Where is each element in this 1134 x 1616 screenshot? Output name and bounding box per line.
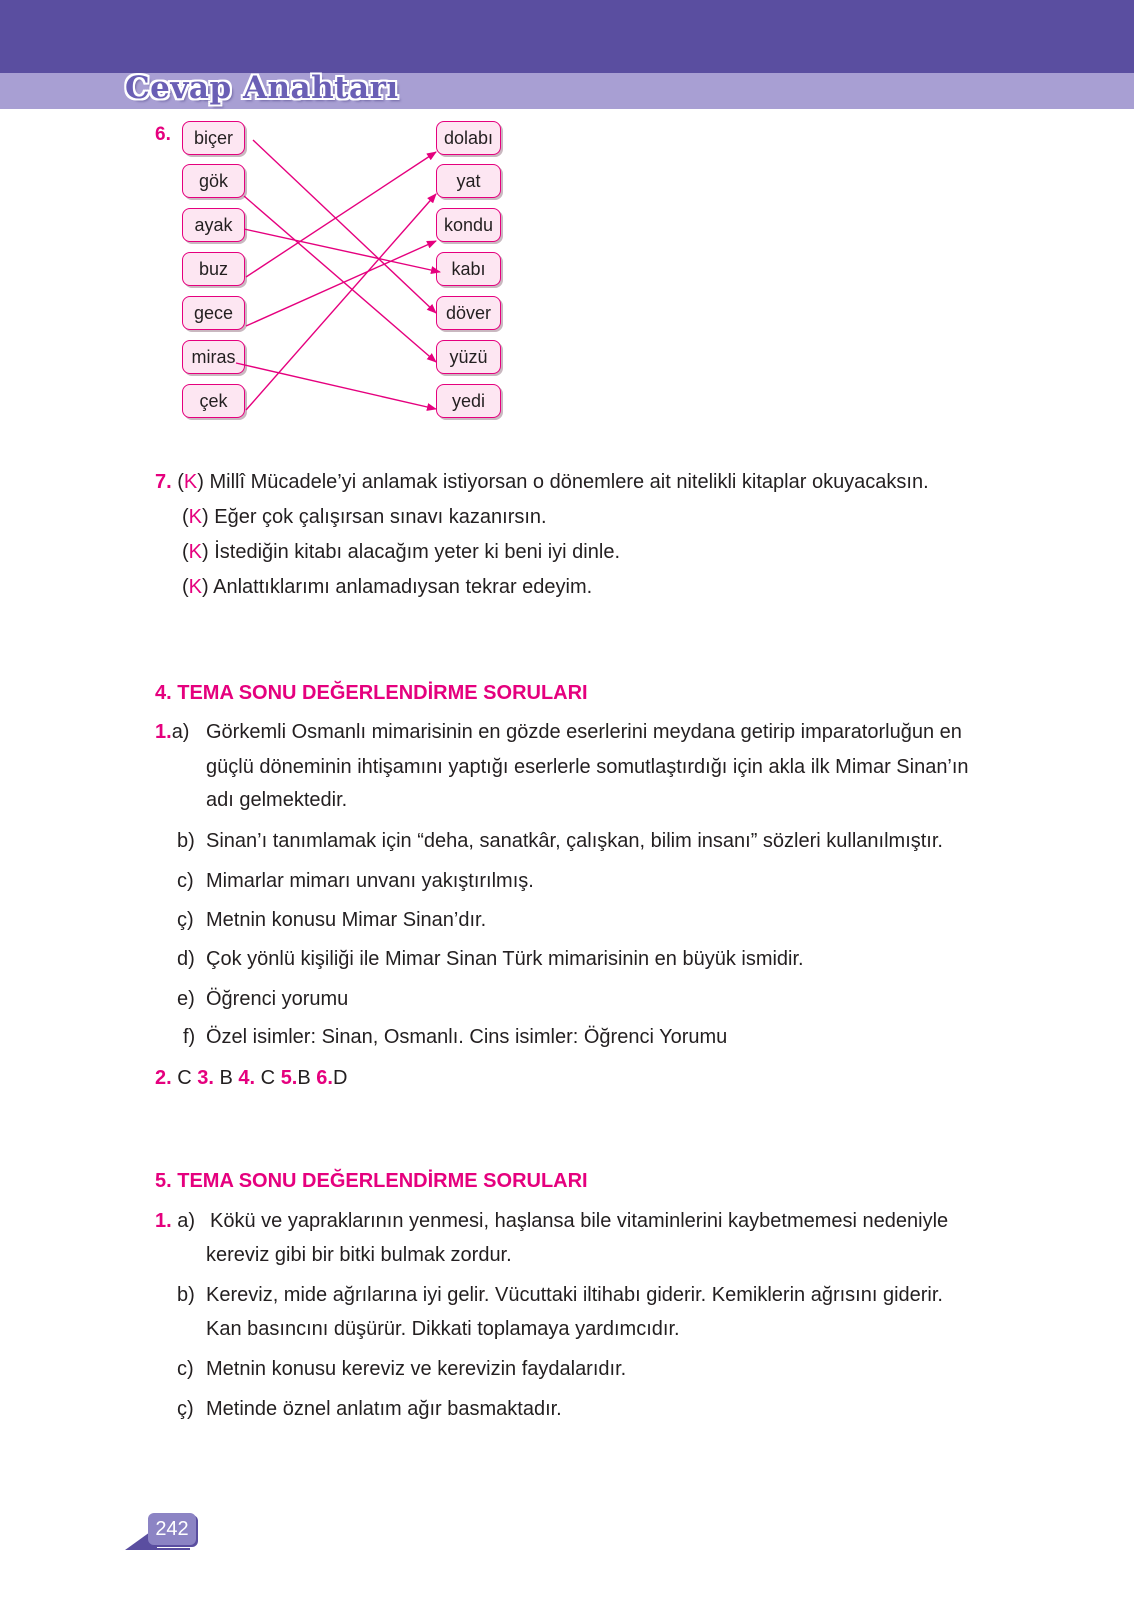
arrow-bicer-dover bbox=[253, 140, 436, 313]
s4-q1-number: 1. bbox=[155, 721, 172, 743]
s5-c-label: c) bbox=[177, 1358, 194, 1380]
q6-left-word: miras bbox=[182, 340, 245, 374]
s4-d-text: Çok yönlü kişiliği ile Mimar Sinan Türk mimarisinin en büyük ismidir. bbox=[206, 948, 804, 970]
s5-a-label: a) bbox=[177, 1210, 196, 1232]
q7-mark: K bbox=[188, 541, 203, 563]
s4-c-text: Mimarlar mimarı unvanı yakıştırılmış. bbox=[206, 870, 534, 892]
q7-text: İstediğin kitabı alacağım yeter ki beni iyi dinle. bbox=[214, 541, 620, 563]
s4-e-label: e) bbox=[177, 988, 195, 1010]
s4-q1a-line1 bbox=[155, 720, 189, 744]
s4-f-label: f) bbox=[183, 1026, 196, 1048]
q7-number: 7. bbox=[155, 471, 172, 493]
answer-value: B bbox=[297, 1067, 311, 1089]
s4-a-text-line1: Görkemli Osmanlı mimarisinin en gözde eserlerini meydana getirip imparatorluğun en bbox=[206, 721, 962, 743]
s5-q1-number: 1. bbox=[155, 1210, 172, 1232]
answer-value: D bbox=[332, 1067, 348, 1089]
s5-a-text-line2: kereviz gibi bir bitki bulmak zordur. bbox=[206, 1244, 512, 1266]
q6-left-word: biçer bbox=[182, 121, 245, 155]
q6-right-word: döver bbox=[436, 296, 501, 330]
q6-right-word: dolabı bbox=[436, 121, 501, 155]
s4-a-label: a) bbox=[171, 721, 190, 743]
s4-a-text-line3: adı gelmektedir. bbox=[206, 789, 348, 811]
q7-mark: K bbox=[188, 576, 203, 598]
arrow-buz-dolabi bbox=[246, 152, 436, 277]
q6-left-word: gece bbox=[182, 296, 245, 330]
s5-c-text: Metnin konusu kereviz ve kerevizin faydalarıdır. bbox=[206, 1358, 627, 1380]
section4-title: 4. TEMA SONU DEĞERLENDİRME SORULARI bbox=[155, 682, 588, 704]
page-number: 242 bbox=[148, 1513, 196, 1545]
s5-q1-head bbox=[155, 1209, 195, 1233]
s5-a-text-line1: Kökü ve yapraklarının yenmesi, haşlansa bile vitaminlerini kaybetmemesi nedeniyle bbox=[210, 1210, 949, 1232]
answer-number: 2. bbox=[155, 1067, 172, 1089]
page-header-title: Cevap Anahtarı bbox=[125, 70, 399, 106]
arrow-ayak-kabi bbox=[244, 229, 440, 272]
s4-cc-text: Metnin konusu Mimar Sinan’dır. bbox=[206, 909, 487, 931]
matching-arrows bbox=[0, 0, 1134, 460]
s4-c-label: c) bbox=[177, 870, 194, 892]
s5-b-label: b) bbox=[177, 1284, 195, 1306]
answer-number: 6. bbox=[316, 1067, 333, 1089]
q7-item: 7. (K) Millî Mücadele’yi anlamak istiyorsan o dönemlere ait nitelikli kitaplar okuyacaksın. bbox=[155, 471, 929, 493]
arrow-gece-kondu bbox=[246, 241, 436, 326]
q6-right-word: yüzü bbox=[436, 340, 501, 374]
answer-value: C bbox=[177, 1067, 192, 1089]
answer-number: 4. bbox=[238, 1067, 256, 1089]
answer-value: B bbox=[219, 1067, 233, 1089]
q6-number: 6. bbox=[155, 124, 171, 145]
s5-b-text-line2: Kan basıncını düşürür. Dikkati toplamaya yardımcıdır. bbox=[206, 1318, 680, 1340]
answer-number: 3. bbox=[197, 1067, 214, 1089]
arrow-gok-yuzu bbox=[244, 196, 436, 362]
q6-left-word: buz bbox=[182, 252, 245, 286]
q6-left-word: ayak bbox=[182, 208, 245, 242]
q6-left-word: çek bbox=[182, 384, 245, 418]
s5-cc-text: Metinde öznel anlatım ağır basmaktadır. bbox=[206, 1398, 562, 1420]
q7-mark: K bbox=[183, 471, 198, 493]
q6-right-word: kondu bbox=[436, 208, 501, 242]
q7-item: (K) İstediğin kitabı alacağım yeter ki beni iyi dinle. bbox=[182, 541, 620, 563]
arrow-cek-yat bbox=[246, 194, 436, 410]
answer-value: C bbox=[260, 1067, 276, 1089]
q6-left-word: gök bbox=[182, 164, 245, 198]
s4-a-text-line2: güçlü döneminin ihtişamını yaptığı eserlerle somutlaştırdığı için akla ilk Mimar Sinan’ın bbox=[206, 756, 969, 778]
s4-b-text: Sinan’ı tanımlamak için “deha, sanatkâr, çalışkan, bilim insanı” sözleri kullanılmıştır. bbox=[206, 830, 943, 852]
s4-f-text: Özel isimler: Sinan, Osmanlı. Cins isimler: Öğrenci Yorumu bbox=[206, 1026, 728, 1048]
q7-item: (K) Anlattıklarımı anlamadıysan tekrar edeyim. bbox=[182, 576, 593, 598]
arrow-miras-yedi bbox=[236, 363, 436, 409]
s5-cc-label: ç) bbox=[177, 1398, 194, 1420]
q7-item: (K) Eğer çok çalışırsan sınavı kazanırsın. bbox=[182, 506, 547, 528]
s5-b-text-line1: Kereviz, mide ağrılarına iyi gelir. Vücuttaki iltihabı giderir. Kemiklerin ağrısını giderir. bbox=[206, 1284, 943, 1306]
q7-text: Eğer çok çalışırsan sınavı kazanırsın. bbox=[214, 506, 547, 528]
page-number-underline bbox=[150, 1548, 190, 1550]
q7-text: Anlattıklarımı anlamadıysan tekrar edeyim. bbox=[213, 576, 593, 598]
q6-right-word: yedi bbox=[436, 384, 501, 418]
q7-text: Millî Mücadele’yi anlamak istiyorsan o dönemlere ait nitelikli kitaplar okuyacaksın. bbox=[209, 471, 929, 493]
section5-title: 5. TEMA SONU DEĞERLENDİRME SORULARI bbox=[155, 1170, 588, 1192]
q6-right-word: yat bbox=[436, 164, 501, 198]
q6-right-word: kabı bbox=[436, 252, 501, 286]
s4-e-text: Öğrenci yorumu bbox=[206, 988, 349, 1010]
s4-short-answers bbox=[155, 1066, 347, 1090]
q7-mark: K bbox=[188, 506, 203, 528]
s4-b-label: b) bbox=[177, 830, 195, 852]
s4-d-label: d) bbox=[177, 948, 195, 970]
s4-cc-label: ç) bbox=[177, 909, 194, 931]
answer-number: 5. bbox=[280, 1067, 298, 1089]
